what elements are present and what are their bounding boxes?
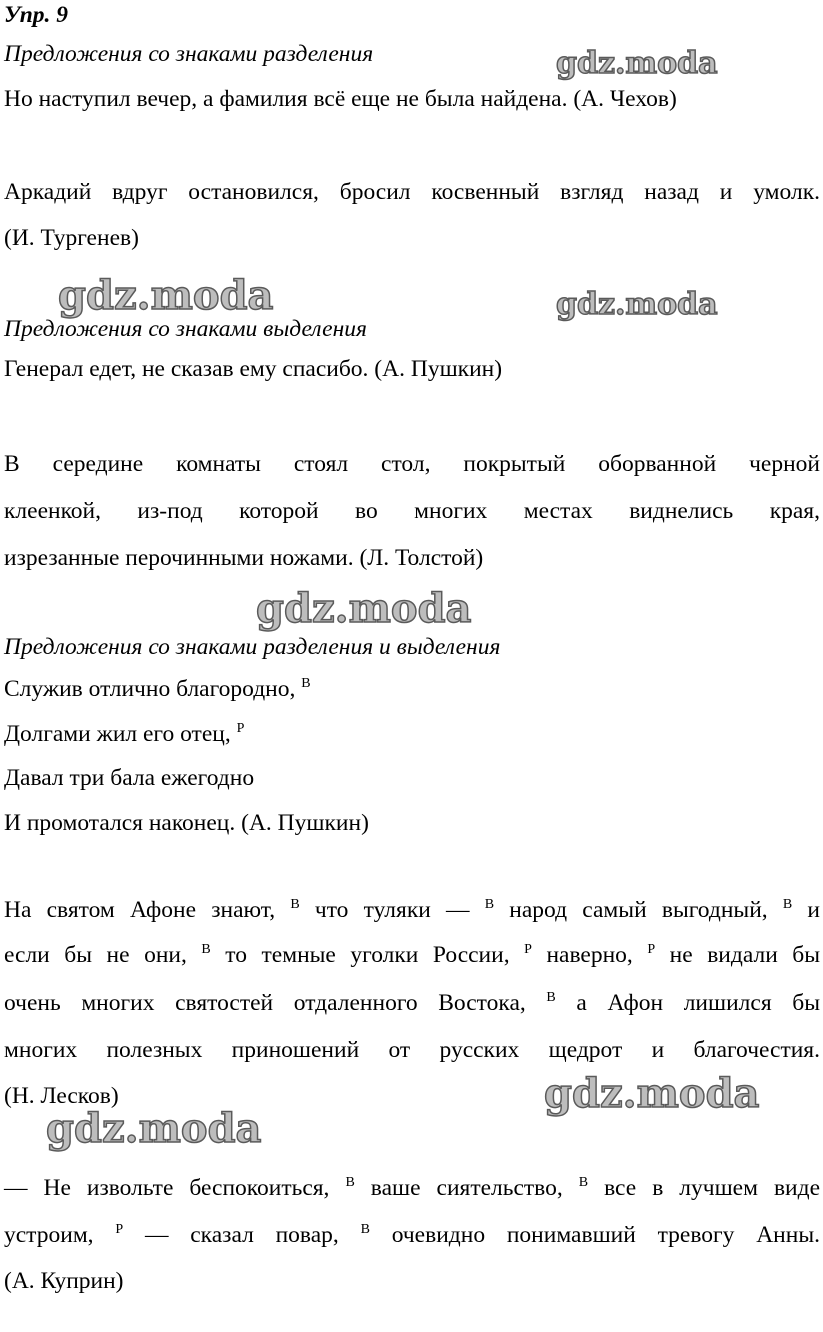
sentence-turgenev-line2: (И. Тургенев) [4, 225, 139, 251]
leskov-line: если бы не они, $^В$ то темные уголки России, $^Р$ наверно, $^Р$ не видали бы [4, 942, 821, 968]
poem-line: Давал три бала ежегодно [4, 765, 255, 791]
exercise-title: Упр. 9 [4, 2, 69, 28]
leskov-line: На святом Афоне знают, $^В$ что туляки — $^В$ народ самый выгодный, $^В$ и [4, 897, 820, 923]
kuprin-author: (А. Куприн) [4, 1268, 124, 1294]
section-heading-emphasis: Предложения со знаками выделения [4, 316, 367, 342]
leskov-line: многих полезных приношений от русских щедрот и благочестия. [4, 1037, 820, 1063]
sentence-pushkin: Генерал едет, не сказав ему спасибо. (А. Пушкин) [4, 356, 503, 382]
poem-line: Служив отлично благородно, $^В$ [4, 676, 311, 702]
leskov-author: (Н. Лесков) [4, 1083, 119, 1109]
watermark-logo: gdz.moda [46, 1105, 262, 1152]
sentence-turgenev-line1: Аркадий вдруг остановился, бросил косвенный взгляд назад и умолк. [4, 179, 820, 205]
leskov-line: очень многих святостей отдаленного Востока, $^В$ а Афон лишился бы [4, 990, 821, 1016]
poem-line: И промотался наконец. (А. Пушкин) [4, 810, 369, 836]
poem-line: Долгами жил его отец, $^Р$ [4, 721, 245, 747]
watermark-logo: gdz.moda [58, 272, 274, 319]
kuprin-line: — Не извольте беспокоиться, $^В$ ваше сиятельство, $^В$ все в лучшем виде [4, 1175, 821, 1201]
sentence-chekhov: Но наступил вечер, а фамилия всё еще не была найдена. (А. Чехов) [4, 86, 677, 112]
watermark-logo: gdz.moda [544, 1070, 760, 1117]
watermark-logo: gdz.moda [556, 46, 718, 81]
section-heading-separation: Предложения со знаками разделения [4, 41, 374, 67]
section-heading-both: Предложения со знаками разделения и выделения [4, 634, 501, 660]
watermark-logo: gdz.moda [556, 287, 718, 322]
sentence-tolstoy-line3: изрезанные перочинными ножами. (Л. Толстой) [4, 545, 484, 571]
kuprin-line: устроим, $^Р$ — сказал повар, $^В$ очевидно понимавший тревогу Анны. [4, 1222, 821, 1248]
watermark-logo: gdz.moda [256, 585, 472, 632]
sentence-tolstoy-line2: клеенкой, из-под которой во многих местах виднелись края, [4, 498, 820, 524]
sentence-tolstoy-line1: В середине комнаты стоял стол, покрытый оборванной черной [4, 451, 820, 477]
